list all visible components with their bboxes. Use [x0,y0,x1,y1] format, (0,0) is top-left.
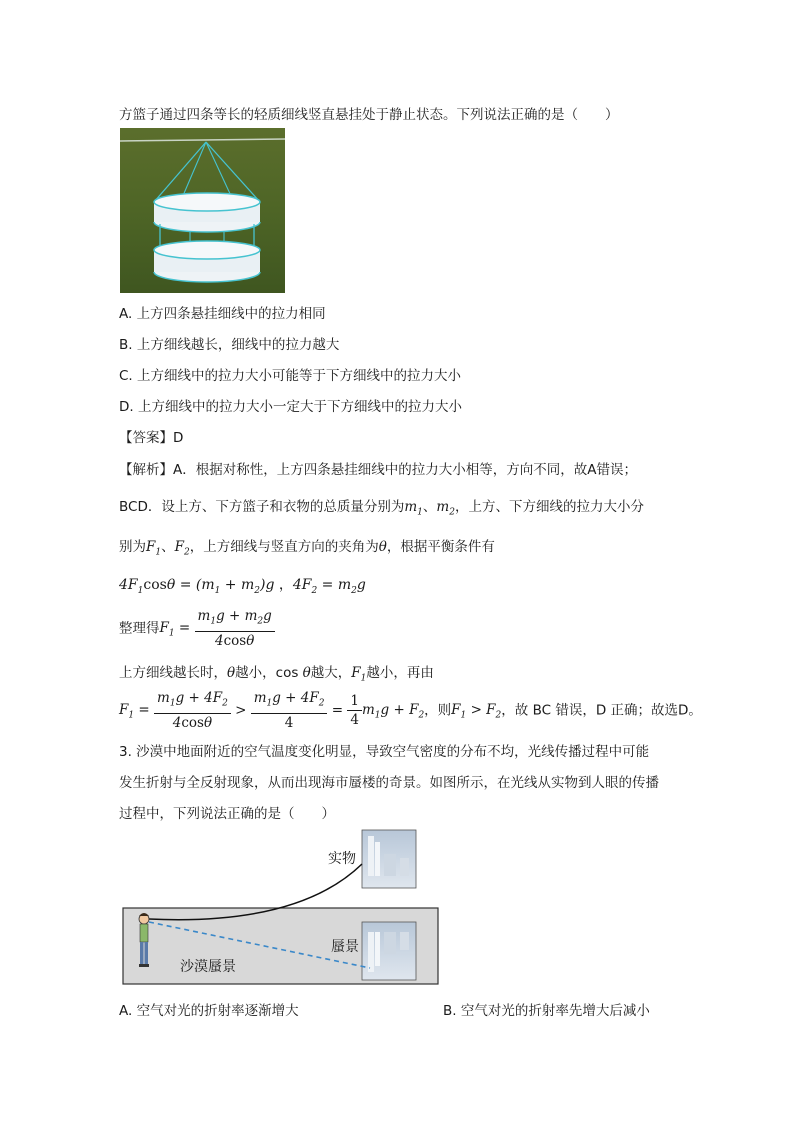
question3-stem-line1: 3. 沙漠中地面附近的空气温度变化明显，导致空气密度的分布不均，光线传播过程中可能 [119,744,650,760]
analysis-text-3a: 别为 [119,539,146,555]
option-b: B. 上方细线越长，细线中的拉力越大 [119,337,340,353]
analysis-line-3 [119,535,495,558]
force-symbols: $F_1$、$F_2$ [146,539,190,558]
simplify-label: 整理得 [119,620,160,637]
mirage-label: 蜃景 [331,939,359,955]
question3-stem-line2: 发生折射与全反射现象，从而出现海市蜃楼的奇景。如图所示，在光线从实物到人眼的传播 [119,775,659,791]
hanging-basket-photo [120,128,285,293]
analysis-text-3b: ，上方细线与竖直方向的夹角为 [189,539,379,555]
inequality-frac-2: $\frac{m_1g + 4F_2}{4}$ [251,690,328,731]
theta-symbol: θ [378,539,387,555]
f1-symbol-2: $F_1$ [351,665,367,684]
question2-stem: 方篮子通过四条等长的轻质细线竖直悬挂处于静止状态。下列说法正确的是（ ） [119,107,619,123]
option-a: A. 上方四条悬挂细线中的拉力相同 [119,306,326,322]
longer-text-a: 上方细线越长时， [119,665,227,681]
f1-fraction: $\frac{m_1g + m_2g}{4\cos\theta}$ [195,608,275,649]
inequality-rhs: $m_1g + F_2$ [361,702,425,722]
option-c: C. 上方细线中的拉力大小可能等于下方细线中的拉力大小 [119,368,462,384]
analysis-text-2a: BCD．设上方、下方篮子和衣物的总质量分别为 [119,499,405,515]
conclusion-text-b: ，故 BC 错误，D 正确；故选D。 [501,702,702,719]
longer-text-b: 越小， [235,665,276,681]
answer-tag: 【答案】 [119,430,173,446]
mass-symbols: $m_1$、$m_2$ [404,499,455,518]
inequality-frac-1: $\frac{m_1g + 4F_2}{4\cos\theta}$ [154,690,231,731]
inequality-line [119,690,702,731]
analysis-text-2b: ，上方、下方细线的拉力大小分 [454,499,644,515]
equals-sign: = [327,702,348,719]
simplify-line [119,608,275,649]
analysis-tag: 【解析】 [119,462,173,478]
analysis-line-1 [119,458,637,478]
f1-gt-f2: $F_1 > F_2$ [451,702,502,722]
longer-text-d: 越小，再由 [366,665,434,681]
analysis-line-2 [119,495,644,518]
real-object-label: 实物 [328,851,356,867]
answer-line [119,426,183,446]
question3-stem-line3: 过程中，下列说法正确的是（ ） [119,806,335,822]
inequality-lhs: $F_1$ = [119,702,155,722]
longer-line [119,661,434,684]
analysis-text-1: A．根据对称性，上方四条悬挂细线中的拉力大小相等，方向不同，故A错误； [173,462,637,478]
equilibrium-equations: $4F_1\cos\theta = (m_1 + m_2)g$ ，$4F_2 = m_2g$ [119,577,366,596]
greater-sign: > [230,702,251,719]
cos-theta-symbol: cos θ [275,665,311,681]
q3-option-b: B. 空气对光的折射率先增大后减小 [443,1003,650,1019]
scene-label: 沙漠蜃景 [180,959,236,975]
q3-option-a: A. 空气对光的折射率逐渐增大 [119,1003,299,1019]
longer-text-c: 越大， [310,665,352,681]
f1-symbol: $F_1$ = [159,620,195,640]
quarter-frac: $\frac{1}{4}$ [347,693,362,728]
theta-symbol-2: θ [227,665,236,681]
conclusion-text-a: ，则 [424,702,452,719]
answer-value: D [173,430,184,446]
mirage-diagram [118,826,448,988]
option-d: D. 上方细线中的拉力大小一定大于下方细线中的拉力大小 [119,399,462,415]
analysis-text-3c: ，根据平衡条件有 [386,539,495,555]
